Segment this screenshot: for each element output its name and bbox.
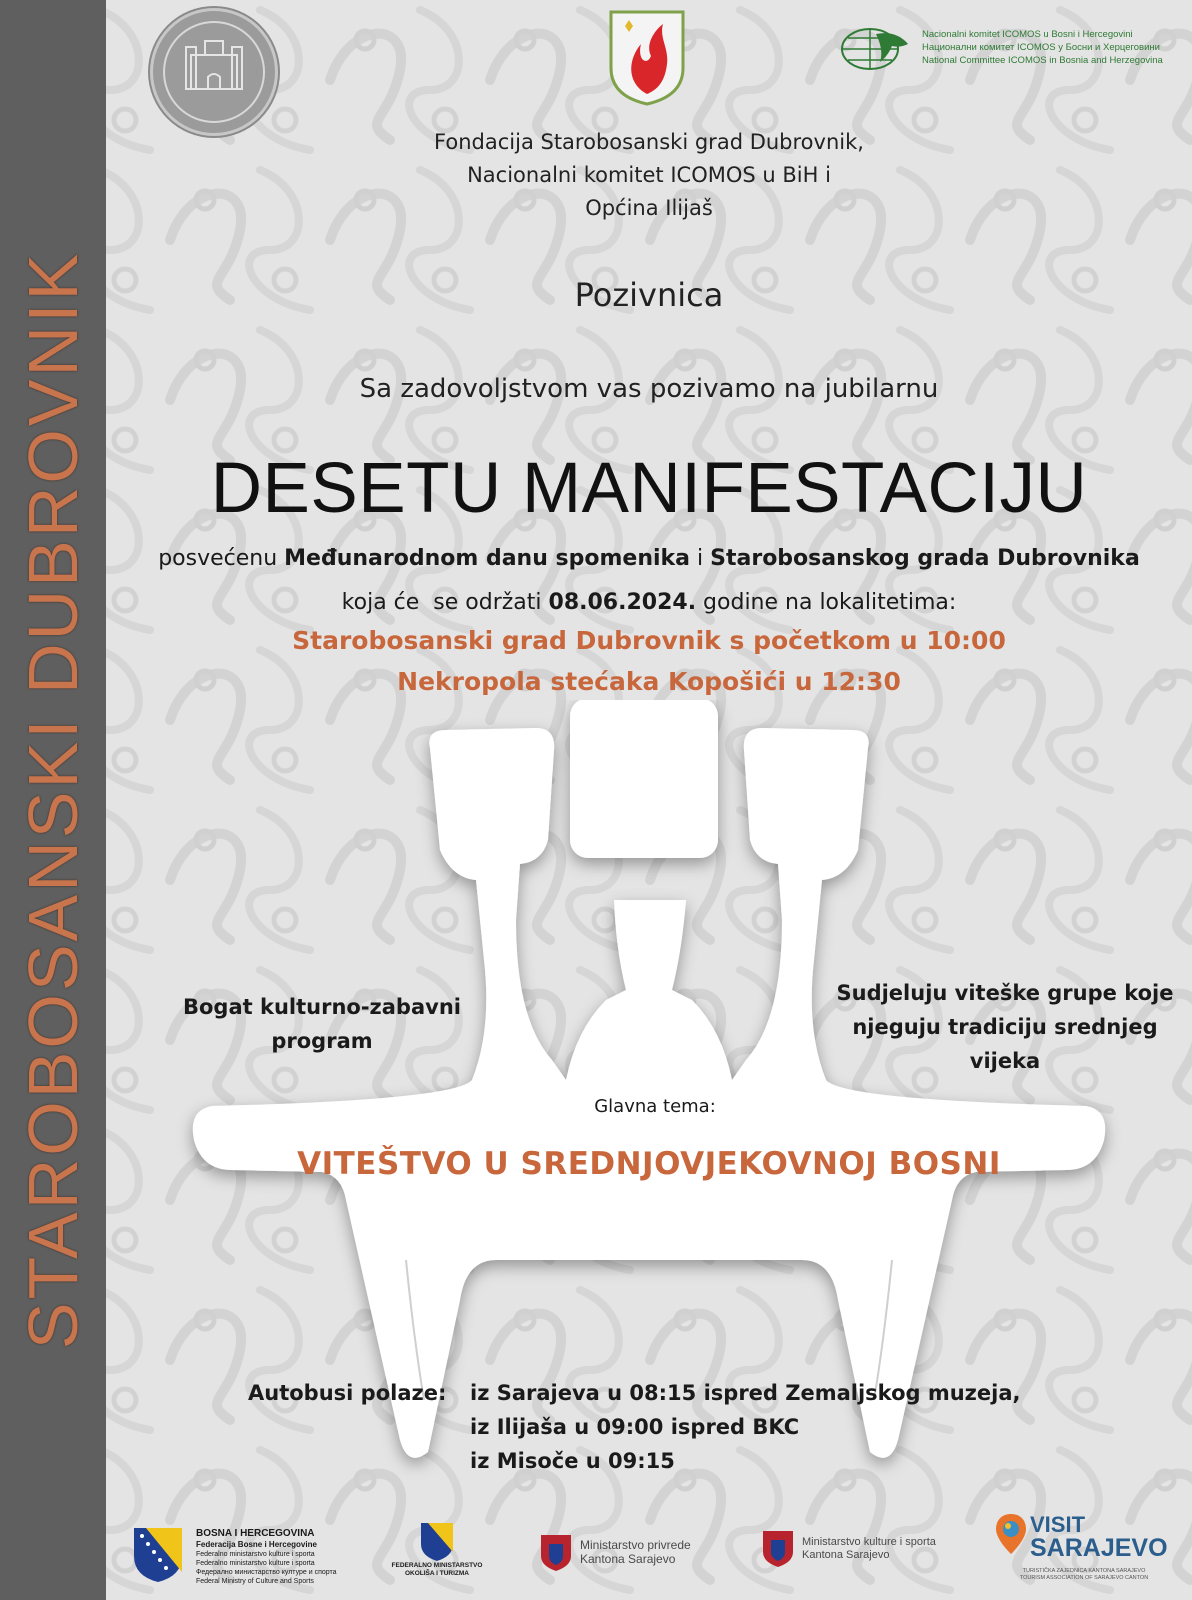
bih-text <box>196 1528 337 1586</box>
knight-note-line: Sudjeluju viteške grupe koje <box>836 981 1174 1005</box>
program-note-line: Bogat kulturno-zabavni <box>183 995 461 1019</box>
dedication-middle: i <box>690 546 711 571</box>
event-date: 08.06.2024. <box>548 590 697 615</box>
ilijas-crest-icon <box>607 8 687 106</box>
fmo-line: FEDERALNO MINISTARSTVO <box>391 1562 483 1569</box>
bus-line: iz Sarajeva u 08:15 ispred Zemaljskog muzeja, <box>470 1381 1021 1405</box>
bus-times <box>470 1376 1021 1478</box>
bus-label: Autobusi polaze: <box>248 1381 447 1405</box>
organizer-line: Općina Ilijaš <box>585 196 713 220</box>
economy-ministry-text <box>580 1538 691 1566</box>
sponsor-environment-ministry <box>372 1522 502 1578</box>
visit-sub-line: TOURISM ASSOCIATION OF SARAJEVO CANTON <box>1019 1575 1149 1581</box>
dedication-bold-1: Međunarodnom danu spomenika <box>284 546 691 571</box>
main-theme: VITEŠTVO U SREDNJOVJEKOVNOJ BOSNI <box>297 1146 1001 1182</box>
bus-line: iz Ilijaša u 09:00 ispred BKC <box>470 1415 800 1439</box>
icomos-text-block <box>922 28 1187 67</box>
dedication-line <box>106 546 1192 571</box>
economy-line: Kantona Sarajevo <box>580 1552 676 1566</box>
bih-line: BOSNA I HERCEGOVINA <box>196 1528 315 1539</box>
culture-ministry-text <box>802 1536 936 1562</box>
visit-line: SARAJEVO <box>1030 1534 1168 1562</box>
location-pin-icon <box>994 1512 1028 1556</box>
federation-shield-icon <box>420 1522 454 1562</box>
visit-subtext <box>1004 1568 1164 1582</box>
theme-label: Glavna tema: <box>594 1096 716 1117</box>
organizer-line: Fondacija Starobosanski grad Dubrovnik, <box>434 130 864 154</box>
bih-line: Federalno ministarstvo kulture i sporta <box>196 1551 315 1558</box>
icomos-line-en: National Committee ICOMOS in Bosnia and Herzegovina <box>922 55 1163 66</box>
bih-line: Федерално министарство културе и спорта <box>196 1569 337 1576</box>
date-prefix: koja će se održati <box>341 590 549 615</box>
visit-sub-line: TURISTIČKA ZAJEDNICA KANTONA SARAJEVO <box>1022 1568 1146 1574</box>
location-2: Nekropola stećaka Kopošići u 12:30 <box>397 667 901 696</box>
icomos-line-bs: Nacionalni komitet ICOMOS u Bosni i Hercegovini <box>922 29 1133 40</box>
side-banner-text: STAROBOSANSKI DUBROVNIK <box>14 250 92 1350</box>
side-banner <box>0 0 106 1600</box>
visit-line: VISIT <box>1030 1512 1086 1537</box>
bih-line: Federalno ministarstvo kulture i sporta <box>196 1560 315 1567</box>
fondacija-seal-logo <box>150 8 278 136</box>
canton-sarajevo-shield-icon <box>762 1530 794 1568</box>
bih-line: Federacija Bosne i Hercegovine <box>196 1540 317 1549</box>
event-title: DESETU MANIFESTACIJU <box>210 449 1088 528</box>
bih-coat-of-arms-icon <box>132 1526 184 1584</box>
bih-line: Federal Ministry of Culture and Sports <box>196 1578 314 1585</box>
icomos-line-sr: Национални комитет ICOMOS у Босни и Херцеговини <box>922 42 1160 53</box>
knight-note-line: vijeka <box>969 1049 1041 1073</box>
dedication-bold-2: Starobosanskog grada Dubrovnika <box>710 546 1140 571</box>
castle-icon <box>153 11 275 133</box>
culture-line: Kantona Sarajevo <box>802 1549 890 1561</box>
intro-line: Sa zadovoljstvom vas pozivamo na jubilarnu <box>359 374 939 404</box>
location-1: Starobosanski grad Dubrovnik s početkom u 10:00 <box>292 626 1006 655</box>
organizer-line: Nacionalni komitet ICOMOS u BiH i <box>467 163 831 187</box>
organizers <box>106 126 1192 225</box>
invitation-heading: Pozivnica <box>574 276 724 314</box>
program-note-line: program <box>271 1029 373 1053</box>
knight-note-line: njeguju tradiciju srednjeg <box>852 1015 1158 1039</box>
dedication-prefix: posvećenu <box>158 546 285 571</box>
icomos-globe-icon <box>840 26 910 72</box>
date-line <box>106 590 1192 615</box>
knight-groups-note <box>835 976 1175 1078</box>
economy-line: Ministarstvo privrede <box>580 1538 691 1552</box>
bus-line: iz Misoče u 09:15 <box>470 1449 675 1473</box>
canton-sarajevo-shield-icon <box>540 1534 572 1572</box>
date-suffix: godine na lokalitetima: <box>696 590 957 615</box>
fmo-line: OKOLIŠA I TURIZMA <box>404 1570 470 1577</box>
program-note <box>162 990 482 1058</box>
culture-line: Ministarstvo kulture i sporta <box>802 1536 936 1548</box>
